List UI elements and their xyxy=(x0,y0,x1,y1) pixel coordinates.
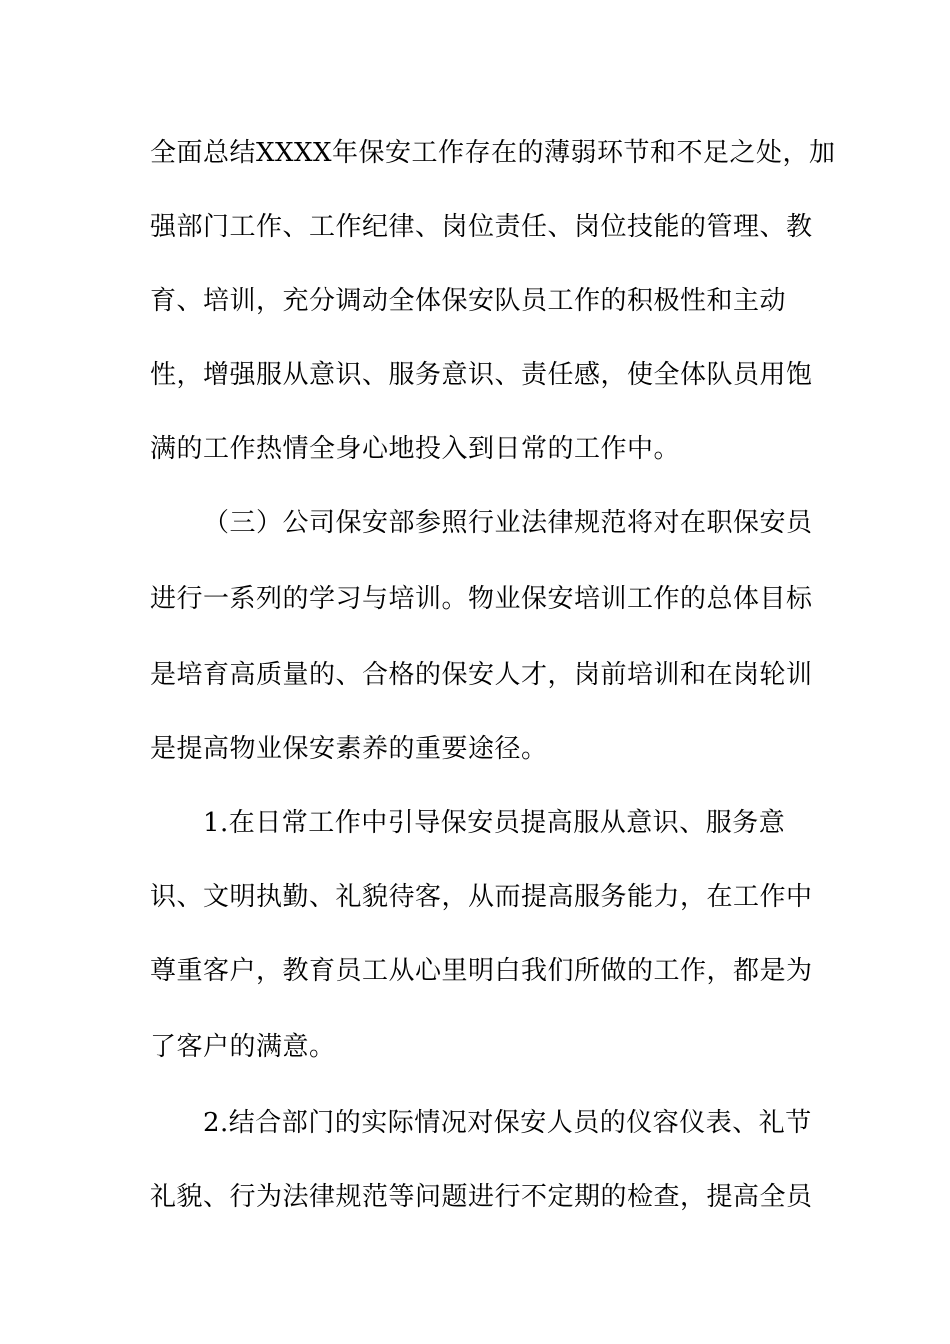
paragraph-line: （三）公司保安部参照行业法律规范将对在职保安员 xyxy=(203,508,813,538)
paragraph-line: 2.结合部门的实际情况对保安人员的仪容仪表、礼节 xyxy=(203,1108,812,1138)
paragraph-line: 进行一系列的学习与培训。物业保安培训工作的总体目标 xyxy=(150,584,813,614)
paragraph-line: 育、培训，充分调动全体保安队员工作的积极性和主动 xyxy=(150,286,787,316)
paragraph-line: 了客户的满意。 xyxy=(150,1032,336,1062)
paragraph-line: 识、文明执勤、礼貌待客，从而提高服务能力，在工作中 xyxy=(150,882,813,912)
paragraph-line: 1.在日常工作中引导保安员提高服从意识、服务意 xyxy=(203,808,786,838)
paragraph-line: 礼貌、行为法律规范等问题进行不定期的检查，提高全员 xyxy=(150,1182,813,1212)
paragraph-line: 是培育高质量的、合格的保安人才，岗前培训和在岗轮训 xyxy=(150,660,813,690)
paragraph-line: 尊重客户，教育员工从心里明白我们所做的工作，都是为 xyxy=(150,956,813,986)
paragraph-line: 全面总结XXXX年保安工作存在的薄弱环节和不足之处，加 xyxy=(150,138,836,168)
paragraph-line: 性，增强服从意识、服务意识、责任感，使全体队员用饱 xyxy=(150,360,813,390)
paragraph-line: 强部门工作、工作纪律、岗位责任、岗位技能的管理、教 xyxy=(150,212,813,242)
paragraph-line: 是提高物业保安素养的重要途径。 xyxy=(150,734,548,764)
paragraph-line: 满的工作热情全身心地投入到日常的工作中。 xyxy=(150,434,681,464)
